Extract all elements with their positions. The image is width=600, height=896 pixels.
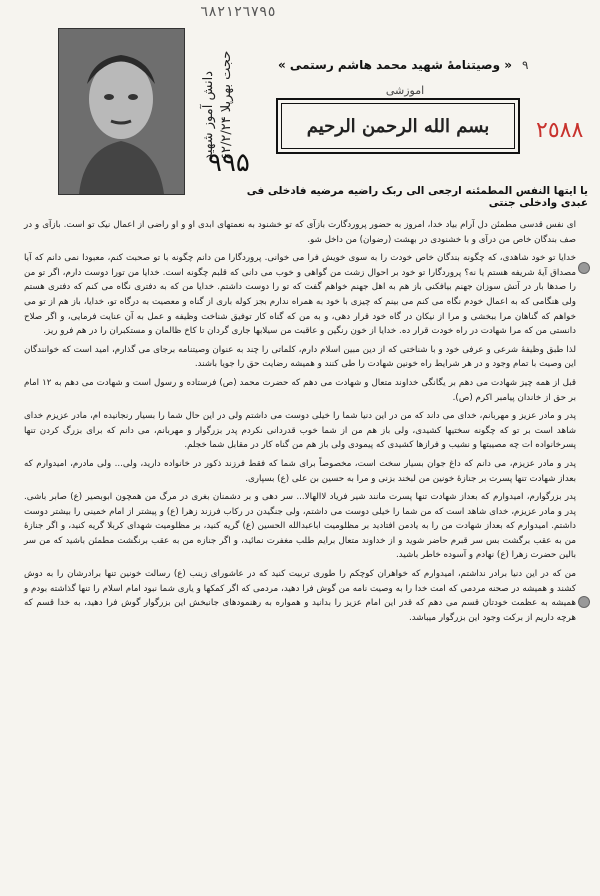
paragraph: ای نفس قدسی مطمئن دل آرام بیاد خدا، امروز به حضور پروردگارت بازآی که تو خشنود به نعمتهای ابدی او و او راضی از اعمال نیک تو است. بازآی و در صف بندگان خاص من درآی و با خشنودی در بهشت (رضوان) من داخل شو. bbox=[24, 220, 576, 245]
page-number: ۹ bbox=[522, 58, 529, 72]
paragraph: خدایا تو خود شاهدی، که چگونه بندگان خاص خودت را به سوی خویش فرا می خوانی. پروردگارا من دانم چگونه با تو صحبت کنم، معبودا نمی دانم که آیا مصداق آیهٔ شریفه هستم یا نه؟ پروردگارا تو خود بر احوال زشت من گواهی و خوب می دانی که قلبم چگونه است. خدایا من تورا دوست دارم، اگر تو من را صدها بار در آتش سوزان جهنم بیافکنی باز هم به اهل جهنم خواهم گفت که تو را دوست داشتم. خدایا من که به دفتری نگاه می کنم که دفتری هستم ولی هنگامی که به اعمال خودم نگاه می کنم می بینم که چیزی با خود به همراه ندارم بجز کوله باری از گناه و معصیت به درگاه تو، خدایا، باز هم از تو می خواهم که گناهان مرا ببخشی و مرا از نیکان در گاه خود قرار دهی، و به من که گناه کار توفیق شناخت وظیفه و عمل به آن عنایت فرمایی، و اگر صلاح دانستی من که مرا شهادت در راه خودت قرار ده. خدایا از خون رنگین و عاقبت من سیلابها جاری گردان تا کاخ ظالمان و مستکبران را در هم فرو ریز. bbox=[24, 253, 576, 337]
basmala-frame bbox=[276, 98, 520, 154]
portrait-image bbox=[59, 29, 184, 194]
paragraph: من که در این دنیا برادر نداشتم، امیدوارم که خواهران کوچکم را طوری تربیت کنید که در عاشورای زینب (ع) رسالت خونین تنها برادرشان را به دوش کشند و همیشه در صحنه مردمی که امت خدا را به وصیت نامه من گوش فرا دهید، مردمی که اگر کمکها و یاری شما نبود امام اسلام را تنها گذاشته بودم و همیشه به عظمت خودتان قسم می دهم که قدر این امام عزیز را بدانید و همواره به رهنمودهای جانبخش این بزرگوار گوش فرا دهید، به خدا قسم که هرچه داریم از برکت وجود این بزرگوار میباشد. bbox=[24, 569, 576, 623]
page-title: « وصیتنامهٔ شهید محمد هاشم رستمی » bbox=[278, 58, 512, 72]
will-body bbox=[24, 218, 576, 629]
paragraph: پدر و مادر عزیز و مهربانم، خدای می داند که من در این دنیا شما را خیلی دوست می داشتم ولی در این حال شما را بسیار رنجانیده ام، مادر عزیزم خدای شاهد است بر تو که چگونه سختیها کشیدی، ولی باز هم من از شما خوب قدردانی نکردم پدر بزرگوار و مهربانم، می دانم که برای بزرگ کردن تنها پسرخانواده ات چه مصیبتها و نشیب و فرازها کشیدی که پیمودی ولی باز هم من گناه کار در مقابل شما خجلم. bbox=[24, 411, 576, 451]
punch-hole bbox=[578, 596, 590, 608]
paragraph: لذا طبق وظیفهٔ شرعی و عرفی خود و با شناختی که از دین مبین اسلام دارم، کلماتی را چند به عنوان وصیتنامه برجای می گذارم، امید است که خوانندگان این وصیت با تمام وجود و در هر شرایط راه خونین شهادت را طی کنند و همیشه رضایت حق را جویا باشند. bbox=[24, 344, 576, 370]
red-archive-mark: ٢٥٨٨ bbox=[536, 118, 584, 143]
paragraph: پدر و مادر عزیزم، می دانم که داغ جوان بسیار سخت است، مخصوصاً برای شما که فقط فرزند ذکور در خانواده دارید، ولی... ولی مادرم، امیدوارم که بعداز شهادت تنها پسرت بر جنازهٔ خونین من لبخند بزنی و مرا به حسین بن علی (ع) بسپاری. bbox=[24, 458, 576, 484]
martyr-photo bbox=[58, 28, 185, 195]
top-reference-number: ٦٨٢١٢٦٧٩٥ bbox=[200, 4, 276, 20]
punch-hole bbox=[578, 262, 590, 274]
quran-verse: یا ایتها النفس المطمئنه ارجعی الی ربک راضیه مرضیه فادخلی فی عبدی وادخلی جنتی bbox=[246, 185, 588, 209]
archive-code: اموزشی bbox=[385, 84, 425, 97]
handwritten-number: ۹۹۵ bbox=[208, 148, 250, 178]
paragraph: پدر بزرگوارم، امیدوارم که بعداز شهادت تنها پسرت مانند شیر فریاد لاالهالا... سر دهی و بر دشمنان بغری در مرگ من همچون ابوبصیر (ع) صابر باشی. پدر و مادر عزیزم، خدای شاهد است که من شما را خیلی دوست می داشتم، ولی جنگیدن در رکاب فرزند زهرا (ع) و پیشتر از امام خمینی را بیشتر دوست داشتم. امیدوارم که بعداز شهادت من را به یادمن افتادید بر مظلومیت اباعبدالله الحسین (ع) گریه کنید، بر مظلومیت شهدای کربلا گریه کنید، و اگر جنازهٔ من به عقب برگشت بس سر قبرم حاضر شوید و از خداوند متعال برایم طلب مغفرت نمائید، و اگر جنازه من به عقب برنگشت مطمئن باشید که من سر بالین حضرت زهرا (ع) نهادم و آسوده خاطر باشید. bbox=[24, 492, 576, 561]
basmala-text: بسم الله الرحمن الرحیم bbox=[306, 115, 490, 137]
handwritten-note: دانش آموز شهید حجت بهرپلا ۶۲/۲/۲۴ bbox=[201, 50, 234, 160]
paragraph: قبل از همه چیز شهادت می دهم بر یگانگی خداوند متعال و شهادت می دهم که حضرت محمد (ص) فرستاده و رسول است و شهادت می دهم به ۱۲ امام بر حق از خاندان پیامبر اکرم (ص). bbox=[24, 377, 576, 403]
